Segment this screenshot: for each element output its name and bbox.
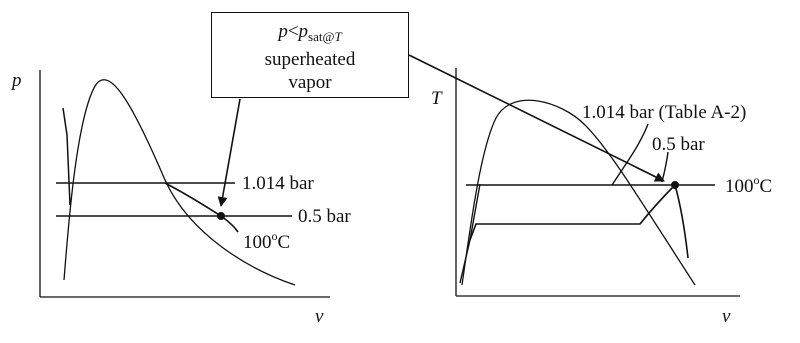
callout-line-vapor: vapor: [288, 72, 332, 93]
callout-condition: $p<p_{sat@T}$: [278, 21, 342, 44]
pv-label-1014-bar: 1.014 bar: [242, 173, 314, 194]
tv-diagram: [409, 55, 772, 327]
pv-label-05-bar: 0.5 bar: [298, 206, 351, 227]
tv-label-1014-bar: 1.014 bar (Table A-2): [582, 102, 747, 123]
tv-isobar-1014: [470, 185, 675, 240]
callout-line-superheated: superheated: [264, 49, 356, 70]
pv-callout-arrow: [221, 99, 240, 206]
tv-x-axis-label: v: [722, 306, 731, 327]
pv-state-point: [217, 212, 225, 220]
pv-isotherm-100c: [165, 183, 238, 232]
pv-liquid-line: [63, 108, 70, 205]
tv-label-100c: 100$^o$C: [725, 173, 773, 197]
callout-box: [211, 12, 409, 98]
pv-diagram: [10, 70, 351, 327]
tv-y-axis-label: T: [431, 88, 442, 109]
tv-state-point: [671, 181, 679, 189]
tv-isobar-05: [675, 185, 688, 258]
tv-label-05-bar: 0.5 bar: [652, 134, 705, 155]
tv-leader-05: [662, 152, 668, 182]
tv-leader-1014: [612, 124, 648, 185]
pv-x-axis-label: v: [315, 306, 324, 327]
tv-saturation-dome: [462, 100, 695, 285]
pv-y-axis-label: p: [12, 70, 22, 91]
pv-label-100c: 100$^o$C: [243, 229, 291, 253]
